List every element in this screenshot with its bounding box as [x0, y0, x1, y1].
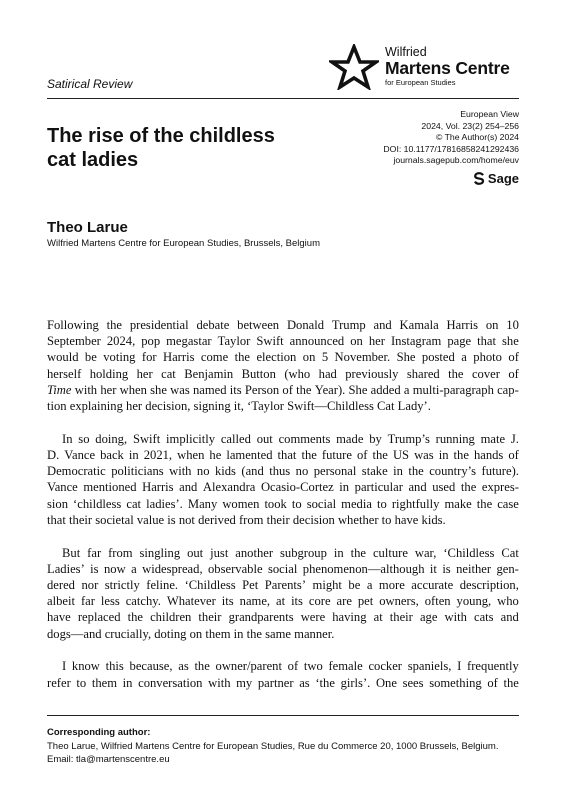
- word: election: [256, 350, 297, 365]
- word: implicitly: [166, 431, 216, 446]
- word: But: [62, 545, 81, 560]
- word: women: [222, 496, 260, 511]
- star-outline-icon: [329, 44, 379, 90]
- word: Pet: [242, 578, 259, 593]
- word: her: [368, 334, 385, 349]
- word: doing,: [95, 431, 128, 446]
- word: would: [47, 350, 79, 365]
- word: out: [187, 545, 204, 560]
- word: Ocasio-Cortez: [260, 480, 334, 495]
- word: 5: [321, 350, 329, 365]
- text-line: [47, 496, 519, 512]
- word: Democratic: [47, 464, 106, 479]
- word: Harris: [446, 318, 479, 332]
- sage-wordmark: Sage: [487, 171, 519, 186]
- word: sees: [402, 675, 424, 690]
- article-title: [47, 124, 307, 172]
- text-line-with-italic: [47, 382, 519, 398]
- header-divider: [47, 98, 519, 99]
- word: cat: [126, 496, 142, 511]
- word: she: [150, 382, 167, 397]
- word: personal: [313, 464, 357, 479]
- word: that: [277, 448, 297, 463]
- word: war,: [414, 545, 437, 560]
- word: Ladies’: [47, 561, 85, 576]
- word: announced: [289, 334, 345, 349]
- word: voting: [103, 350, 136, 365]
- word: its: [229, 382, 242, 397]
- word: Kamala: [399, 318, 439, 332]
- word: sion: [47, 496, 68, 511]
- section-label: Satirical Review: [47, 77, 133, 91]
- word: accurate: [411, 578, 454, 593]
- word: because,: [129, 659, 173, 674]
- sage-s-icon: [473, 172, 485, 185]
- word: owners,: [379, 594, 419, 609]
- word: the: [127, 610, 143, 625]
- doi-link[interactable]: DOI: 10.1177/17816858241292436: [383, 143, 519, 154]
- word: (who: [284, 366, 311, 381]
- word: just: [210, 545, 229, 560]
- word: D.: [47, 448, 60, 463]
- word: for: [141, 350, 157, 365]
- word: multi-paragraph: [412, 382, 494, 397]
- word: of: [356, 448, 368, 463]
- word: I: [62, 659, 67, 674]
- word: 2021,: [143, 448, 173, 463]
- word: had: [318, 366, 337, 381]
- word: Button: [241, 366, 276, 381]
- word: the: [350, 545, 366, 560]
- word: thus: [269, 464, 291, 479]
- word: took: [264, 496, 287, 511]
- title-line-1: The rise of the childless: [47, 125, 275, 147]
- word: Harris: [163, 350, 195, 365]
- word: far: [87, 545, 102, 560]
- word: the: [296, 382, 312, 397]
- word: feline.: [146, 578, 179, 593]
- paragraph-1: [47, 317, 519, 414]
- word: something: [429, 675, 482, 690]
- word: on: [350, 334, 363, 349]
- word: the: [234, 350, 251, 365]
- word: Many: [187, 496, 218, 511]
- word: herself: [47, 366, 82, 381]
- word: frequently: [467, 659, 519, 674]
- word: a: [461, 350, 467, 365]
- word: from: [108, 545, 133, 560]
- word: Alexandra: [202, 480, 256, 495]
- word: come: [200, 350, 229, 365]
- word: on: [485, 318, 499, 332]
- word: her: [100, 382, 117, 397]
- footer-divider: [47, 715, 519, 716]
- word: the: [301, 448, 317, 463]
- word: megastar: [166, 334, 212, 349]
- word: its: [221, 594, 234, 609]
- word: in: [438, 448, 449, 463]
- word: less: [100, 594, 120, 609]
- word: back: [100, 448, 124, 463]
- word: culture: [372, 545, 408, 560]
- word: country’s: [429, 464, 477, 479]
- word: female: [328, 659, 363, 674]
- text-line: [47, 349, 519, 365]
- word: called: [220, 431, 251, 446]
- word: spaniels,: [407, 659, 452, 674]
- text-line: [47, 333, 519, 349]
- journal-meta: [383, 109, 519, 167]
- word: core: [308, 594, 331, 609]
- word: added: [370, 382, 401, 397]
- word: she: [502, 334, 519, 349]
- word: Cat: [501, 545, 519, 560]
- logo-line1: Wilfried: [385, 45, 427, 59]
- text-line: [47, 431, 519, 447]
- word: Swift: [132, 431, 161, 446]
- word: shared: [406, 366, 440, 381]
- word: as: [299, 675, 310, 690]
- word: Year).: [314, 382, 346, 397]
- word: mentioned: [83, 480, 137, 495]
- word: social: [267, 561, 298, 576]
- word: widespread,: [142, 561, 203, 576]
- word: have: [47, 610, 71, 625]
- word: and: [179, 480, 198, 495]
- copyright-notice: © The Author(s) 2024: [435, 132, 519, 142]
- word: cover: [471, 366, 500, 381]
- word: be: [84, 350, 97, 365]
- word: pop: [141, 334, 161, 349]
- text-line: dogs—and crucially, doting on them in the same manner.: [47, 626, 335, 641]
- word: with: [74, 382, 98, 397]
- word: Donald: [286, 318, 325, 332]
- word: Person: [244, 382, 280, 397]
- word: 2024,: [106, 334, 136, 349]
- word: might: [312, 578, 342, 593]
- author-block: [47, 219, 320, 251]
- word: In: [62, 431, 73, 446]
- word: in: [122, 675, 133, 690]
- word: her: [136, 366, 153, 381]
- word: them: [91, 675, 118, 690]
- word: mate: [480, 431, 506, 446]
- word: Swift: [256, 334, 284, 349]
- word: catchy.: [125, 594, 161, 609]
- word: future: [321, 448, 352, 463]
- journal-volume: 2024, Vol. 23(2) 254–256: [421, 120, 519, 131]
- word: cats: [473, 610, 494, 625]
- word: particular: [354, 480, 403, 495]
- word: of: [508, 350, 519, 365]
- word: is: [442, 561, 451, 576]
- word: and: [373, 318, 392, 332]
- word: of: [508, 366, 519, 381]
- word: pet: [357, 594, 374, 609]
- word: Harris: [142, 480, 174, 495]
- word: singling: [139, 545, 181, 560]
- author-name: Theo Larue: [47, 219, 128, 236]
- word: with: [208, 675, 231, 690]
- word: between: [237, 318, 280, 332]
- word: in: [333, 545, 344, 560]
- word: Benjamin: [184, 366, 234, 381]
- word: this: [105, 659, 124, 674]
- word: as: [178, 659, 189, 674]
- word: social: [306, 496, 337, 511]
- article-body: [47, 317, 519, 707]
- text-line: [47, 609, 519, 625]
- text-line: [47, 463, 519, 479]
- word: young,: [456, 594, 492, 609]
- word: future).: [481, 464, 519, 479]
- word: replaced: [77, 610, 121, 625]
- word: out: [256, 431, 273, 446]
- word: of: [287, 659, 299, 674]
- word: Following: [47, 318, 99, 332]
- word: a: [131, 561, 137, 576]
- word: ‘Childless: [184, 578, 236, 593]
- word: often: [424, 594, 451, 609]
- word: in: [393, 464, 403, 479]
- word: Trump’s: [387, 431, 430, 446]
- word: to: [291, 496, 302, 511]
- word: owner/parent: [215, 659, 282, 674]
- author-affiliation: Wilfried Martens Centre for European Studies, Brussels, Belgium: [47, 238, 320, 249]
- word: partner: [257, 675, 294, 690]
- word: name,: [239, 594, 271, 609]
- word: grandparents: [228, 610, 294, 625]
- text-line: [47, 366, 519, 382]
- word: the: [476, 496, 493, 511]
- word: rightfully: [391, 496, 440, 511]
- text-line: [47, 479, 519, 495]
- word: Instagram: [390, 334, 442, 349]
- word: Vance: [47, 480, 78, 495]
- italic-time: Time: [47, 382, 72, 397]
- word: holding: [89, 366, 129, 381]
- word: nor: [81, 578, 99, 593]
- word: he: [209, 448, 222, 463]
- word: my: [236, 675, 253, 690]
- text-line: [47, 675, 519, 691]
- word: conversation: [138, 675, 203, 690]
- word: far: [80, 594, 95, 609]
- word: previously: [345, 366, 399, 381]
- word: neither: [456, 561, 492, 576]
- corresponding-author-heading: Corresponding author:: [47, 727, 151, 738]
- word: having: [332, 610, 367, 625]
- title-line-2: cat ladies: [47, 149, 139, 171]
- word: was: [170, 382, 190, 397]
- paragraph-3: [47, 545, 519, 642]
- word: the: [372, 448, 388, 463]
- word: girls’.: [340, 675, 371, 690]
- corresponding-author-address: Theo Larue, Wilfried Martens Centre for European Studies, Rue du Commerce 20, 1000 Brussels, Belgium.: [47, 740, 499, 752]
- word: its: [291, 594, 303, 609]
- word: another: [235, 545, 274, 560]
- word: strictly: [104, 578, 140, 593]
- corresponding-author-email[interactable]: Email: tla@martenscentre.eu: [47, 754, 170, 765]
- word: with: [444, 610, 467, 625]
- word: age: [419, 610, 438, 625]
- word: a: [403, 382, 410, 397]
- word: case: [497, 496, 519, 511]
- logo-line2: Martens Centre: [385, 58, 510, 78]
- word: children: [150, 610, 192, 625]
- word: observable: [208, 561, 263, 576]
- journal-url[interactable]: journals.sagepub.com/home/euv: [393, 155, 519, 165]
- word: named: [192, 382, 227, 397]
- word: be: [348, 578, 361, 593]
- word: to: [76, 675, 87, 690]
- corresponding-author-block: [47, 726, 498, 767]
- word: September: [47, 334, 101, 349]
- word: no: [295, 464, 309, 479]
- word: more: [378, 578, 405, 593]
- word: 10: [506, 318, 519, 332]
- word: presidential: [129, 318, 189, 332]
- word: that: [477, 334, 497, 349]
- paragraph-4: [47, 658, 519, 690]
- word: cat: [161, 366, 176, 381]
- word: cocker: [368, 659, 402, 674]
- word: the: [194, 659, 210, 674]
- publisher-logo[interactable]: [329, 44, 529, 92]
- word: description,: [459, 578, 519, 593]
- word: ‘the: [315, 675, 335, 690]
- text-line: tion explaining her decision, signing it, ‘Taylor Swift—Childless Cat Lady’.: [47, 399, 431, 414]
- word: of: [487, 675, 498, 690]
- word: and: [500, 610, 519, 625]
- word: cap-: [497, 382, 519, 397]
- journal-name: European View: [460, 109, 519, 119]
- logo-wordmark: [385, 46, 510, 87]
- word: at: [276, 594, 286, 609]
- word: phenomenon—although: [302, 561, 425, 576]
- word: was: [414, 448, 434, 463]
- word: Vance: [64, 448, 96, 463]
- word: (and: [241, 464, 264, 479]
- word: know: [71, 659, 100, 674]
- word: and: [408, 480, 427, 495]
- word: it: [429, 561, 437, 576]
- word: in: [128, 448, 139, 463]
- word: Whatever: [166, 594, 216, 609]
- word: two: [303, 659, 323, 674]
- word: gen-: [496, 561, 519, 576]
- word: posted: [421, 350, 455, 365]
- sage-logo[interactable]: [473, 171, 519, 186]
- word: ‘Childless: [443, 545, 495, 560]
- word: I: [457, 659, 462, 674]
- word: the: [453, 448, 469, 463]
- word: in: [339, 480, 350, 495]
- word: no: [196, 464, 210, 479]
- word: ‘childless: [73, 496, 122, 511]
- text-line: [47, 545, 519, 561]
- word: One: [375, 675, 397, 690]
- word: their: [198, 610, 222, 625]
- word: the: [106, 318, 123, 332]
- word: She: [348, 382, 368, 397]
- word: the: [460, 480, 477, 495]
- word: hands: [473, 448, 504, 463]
- word: the: [408, 464, 424, 479]
- word: comments: [278, 431, 331, 446]
- word: their: [389, 610, 413, 625]
- word: US: [392, 448, 410, 463]
- word: page: [447, 334, 472, 349]
- word: J.: [510, 431, 519, 446]
- text-line: [47, 317, 519, 333]
- word: make: [444, 496, 472, 511]
- text-line: that their societal value is not derived from their decision whether to have kids.: [47, 512, 446, 527]
- word: November.: [334, 350, 391, 365]
- word: media: [341, 496, 372, 511]
- word: of: [508, 448, 519, 463]
- paragraph-2: [47, 431, 519, 528]
- text-line: [47, 658, 519, 674]
- word: by: [369, 431, 382, 446]
- word: of: [282, 382, 293, 397]
- word: when: [119, 382, 147, 397]
- word: at: [373, 610, 383, 625]
- word: lamented: [226, 448, 273, 463]
- word: refer: [47, 675, 71, 690]
- word: with: [169, 464, 192, 479]
- word: the: [448, 366, 464, 381]
- word: were: [300, 610, 326, 625]
- word: dered: [47, 578, 75, 593]
- word: is: [90, 561, 99, 576]
- word: the: [503, 675, 519, 690]
- word: running: [435, 431, 475, 446]
- word: She: [396, 350, 416, 365]
- word: politicians: [111, 464, 164, 479]
- word: Taylor: [217, 334, 251, 349]
- logo-line3: for European Studies: [385, 78, 456, 87]
- word: kids: [214, 464, 236, 479]
- word: stake: [361, 464, 388, 479]
- word: photo: [473, 350, 502, 365]
- word: ladies’.: [146, 496, 183, 511]
- word: on: [302, 350, 316, 365]
- word: Trump: [331, 318, 366, 332]
- word: are: [336, 594, 352, 609]
- word: made: [336, 431, 364, 446]
- word: so: [78, 431, 90, 446]
- word: albeit: [47, 594, 75, 609]
- word: to: [376, 496, 387, 511]
- text-line: [47, 593, 519, 609]
- word: expres-: [481, 480, 519, 495]
- word: subgroup: [280, 545, 327, 560]
- word: when: [177, 448, 205, 463]
- word: who: [497, 594, 519, 609]
- word: used: [432, 480, 456, 495]
- text-line: [47, 577, 519, 593]
- text-line: [47, 447, 519, 463]
- word: now: [103, 561, 126, 576]
- text-line: [47, 561, 519, 577]
- word: a: [366, 578, 373, 593]
- word: Parents’: [264, 578, 307, 593]
- word: debate: [196, 318, 230, 332]
